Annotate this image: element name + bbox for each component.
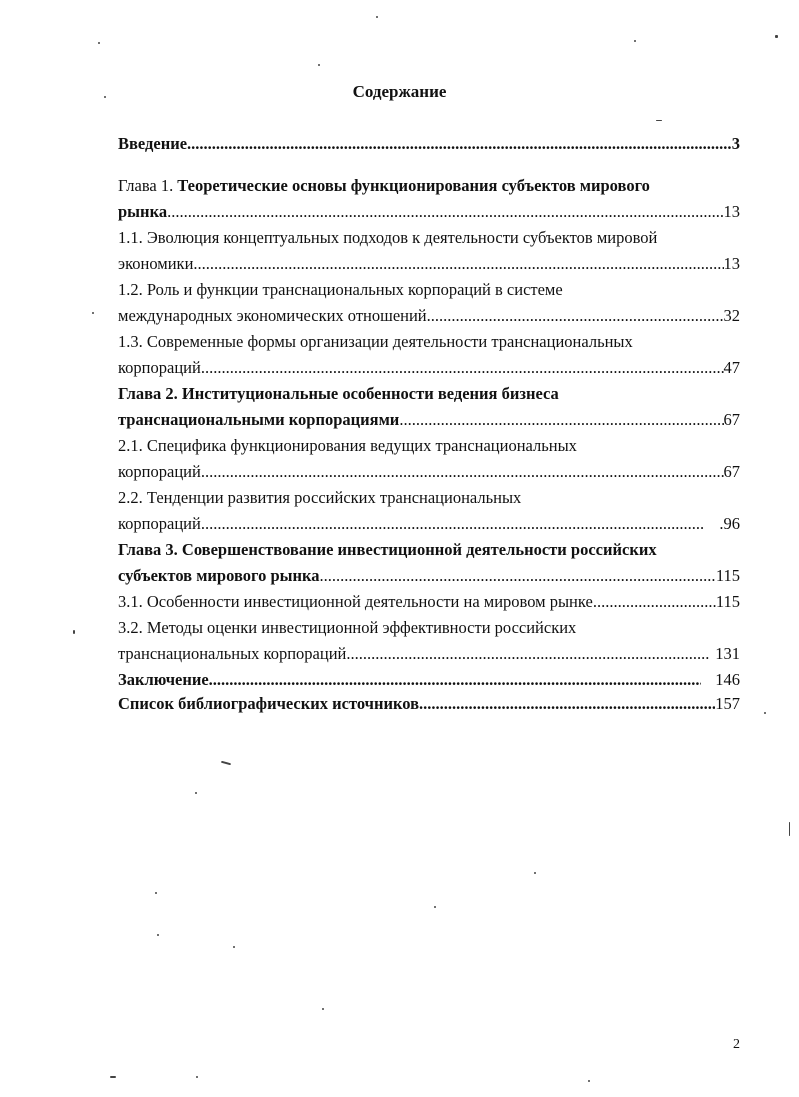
toc-entry-text: Список библиографических источников: [118, 694, 420, 713]
scan-speck: [233, 946, 235, 948]
toc-entry-intro: [118, 131, 740, 157]
toc-entry-text: международных экономических отношений: [118, 306, 427, 325]
scan-speck: [634, 40, 636, 42]
toc-entry-text: 3.1. Особенности инвестиционной деятельности на мировом рынке: [118, 592, 593, 611]
scan-speck: [221, 761, 231, 766]
toc-entry-2-2-cont: [118, 511, 740, 537]
chapter-prefix: Глава 1.: [118, 176, 174, 195]
toc-entry-chapter-1-cont: [118, 199, 740, 225]
toc-entry-bibliography: [118, 693, 740, 715]
page-title: Содержание: [352, 82, 447, 101]
chapter-title: Глава 3. Совершенствование инвестиционной деятельности российских: [118, 540, 657, 559]
toc-page-number: 3: [731, 134, 740, 153]
toc-entry-text: 1.2. Роль и функции транснациональных корпораций в системе: [118, 280, 563, 299]
leader-dots: [427, 303, 724, 329]
scan-speck: [110, 1076, 116, 1078]
toc-entry-1-2: [118, 277, 740, 303]
toc-entry-text: субъектов мирового рынка: [118, 566, 320, 585]
toc-page-number: 67: [723, 462, 740, 481]
toc-entry-text: транснациональных корпораций: [118, 644, 347, 663]
toc-entry-text: транснациональными корпорациями: [118, 410, 400, 429]
toc-entry-2-2: [118, 485, 740, 511]
toc-entry-chapter-3-cont: [118, 563, 740, 589]
leader-dots: [320, 563, 716, 589]
toc-page-number: 67: [723, 410, 740, 429]
toc-entry-text: 3.2. Методы оценки инвестиционной эффективности российских: [118, 618, 577, 637]
scan-speck: [318, 64, 320, 66]
toc-entry-text: корпораций: [118, 358, 201, 377]
scan-speck: [434, 906, 436, 908]
chapter-title: Глава 2. Институциональные особенности ведения бизнеса: [118, 384, 559, 403]
table-of-contents: [118, 131, 740, 715]
scan-speck: [588, 1080, 590, 1082]
toc-page-number: 146: [715, 670, 740, 689]
toc-page-number: 47: [723, 358, 740, 377]
leader-dots: [193, 251, 723, 277]
toc-page-number: 13: [723, 254, 740, 273]
leader-dots: [187, 131, 732, 157]
leader-dots: [167, 199, 723, 225]
chapter-title: Теоретические основы функционирования субъектов мирового: [177, 176, 650, 195]
scan-speck: [656, 120, 662, 121]
toc-entry-text: корпораций: [118, 514, 201, 533]
toc-entry-chapter-2-cont: [118, 407, 740, 433]
toc-page-number: 13: [723, 202, 740, 221]
page-number: 2: [733, 1037, 740, 1052]
toc-entry-chapter-3: [118, 537, 740, 563]
scan-speck: [98, 42, 100, 44]
leader-dots: [201, 355, 724, 381]
toc-page-number: .96: [719, 514, 740, 533]
toc-entry-2-1: [118, 433, 740, 459]
toc-entry-text: корпораций: [118, 462, 201, 481]
toc-entry-text: 2.2. Тенденции развития российских транснациональных: [118, 488, 522, 507]
leader-dots: [346, 641, 709, 667]
scan-speck: [104, 96, 106, 98]
toc-entry-text: 1.3. Современные формы организации деятельности транснациональных: [118, 332, 633, 351]
scan-speck: [322, 1008, 324, 1010]
leader-dots: [201, 511, 706, 537]
toc-entry-text: Введение: [118, 134, 188, 153]
scan-speck: [73, 630, 75, 634]
scan-speck: [196, 1076, 198, 1078]
toc-entry-2-1-cont: [118, 459, 740, 485]
scan-speck: [157, 934, 159, 936]
toc-entry-chapter-1: [118, 173, 740, 199]
scan-speck: [775, 35, 778, 38]
scan-speck: [534, 872, 536, 874]
toc-entry-text: рынка: [118, 202, 168, 221]
leader-dots: [209, 667, 702, 693]
toc-entry-1-3: [118, 329, 740, 355]
toc-entry-1-2-cont: [118, 303, 740, 329]
scan-speck: [764, 712, 766, 714]
toc-page-number: 157: [715, 694, 740, 713]
toc-entry-1-1: [118, 225, 740, 251]
scan-speck: [155, 892, 157, 894]
toc-entry-text: 1.1. Эволюция концептуальных подходов к деятельности субъектов мировой: [118, 228, 658, 247]
toc-entry-1-1-cont: [118, 251, 740, 277]
leader-dots: [419, 693, 715, 715]
leader-dots: [593, 589, 716, 615]
toc-page-number: 115: [715, 566, 740, 585]
toc-entry-conclusion: [118, 667, 740, 693]
toc-page-number: 131: [715, 644, 740, 663]
scan-speck: [92, 312, 94, 314]
toc-entry-3-2: [118, 615, 740, 641]
toc-page-number: 115: [715, 592, 740, 611]
scan-speck: [376, 16, 378, 18]
leader-dots: [399, 407, 723, 433]
toc-entry-text: экономики: [118, 254, 194, 273]
toc-page-number: 32: [723, 306, 740, 325]
leader-dots: [201, 459, 724, 485]
toc-entry-text: Заключение: [118, 670, 209, 689]
scan-speck: [195, 792, 197, 794]
toc-entry-1-3-cont: [118, 355, 740, 381]
scan-speck: [789, 822, 790, 836]
toc-entry-3-1: [118, 589, 740, 615]
toc-entry-text: 2.1. Специфика функционирования ведущих транснациональных: [118, 436, 577, 455]
toc-entry-chapter-2: [118, 381, 740, 407]
toc-entry-3-2-cont: [118, 641, 740, 667]
